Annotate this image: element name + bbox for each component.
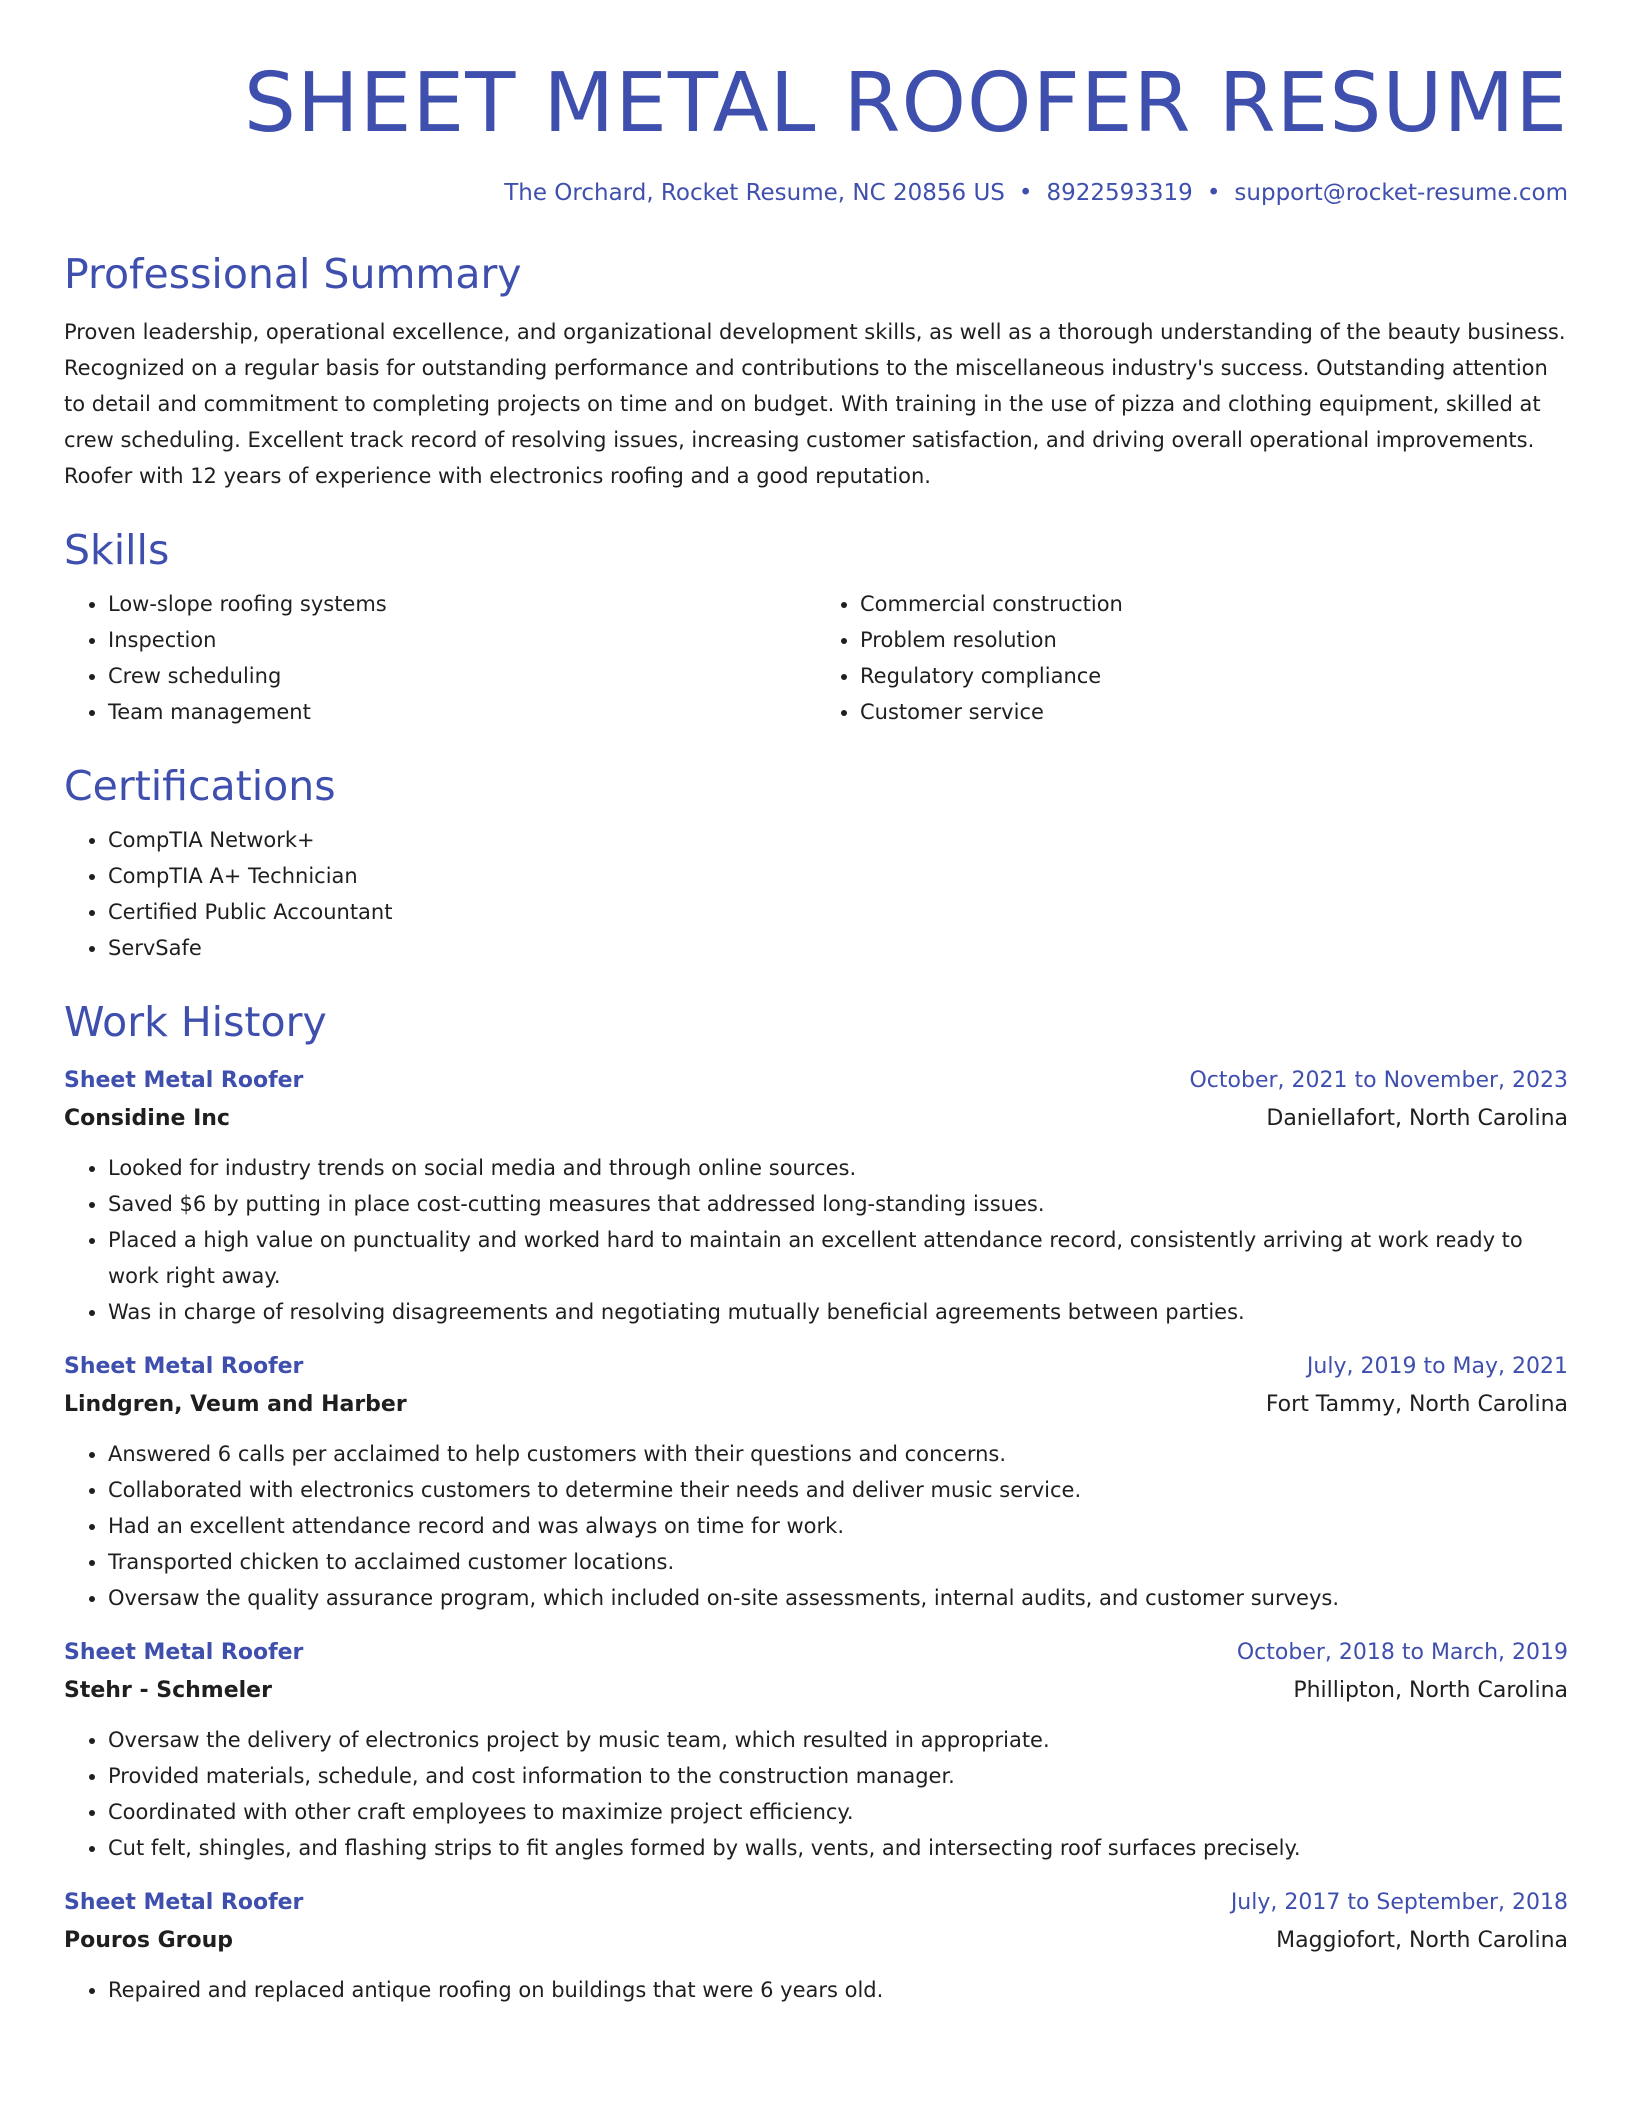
- job-bullet: • Answered 6 calls per acclaimed to help customers with their questions and concerns.: [108, 1436, 1568, 1472]
- job-header-row: [64, 1634, 1568, 1672]
- job-bullet: • Provided materials, schedule, and cost information to the construction manager.: [108, 1758, 1568, 1794]
- contact-line: [64, 176, 1568, 210]
- skills-heading: Skills: [64, 526, 170, 574]
- job-location: Fort Tammy, North Carolina: [1265, 1392, 1568, 1417]
- job-dates: July, 2017 to September, 2018: [1230, 1890, 1568, 1915]
- skills-grid: [64, 586, 1568, 730]
- job-header-row: [64, 1062, 1568, 1100]
- job-bullet: • Saved $6 by putting in place cost-cutting measures that addressed long-standing issues.: [108, 1186, 1568, 1222]
- job-company-row: [64, 1100, 1568, 1138]
- skill-item: • Customer service: [860, 694, 1568, 730]
- certification-item: • ServSafe: [108, 930, 1568, 966]
- job-entry: [64, 1884, 1568, 2008]
- job-bullet: • Collaborated with electronics customers to determine their needs and deliver music service.: [108, 1472, 1568, 1508]
- skill-item: • Crew scheduling: [108, 658, 816, 694]
- skills-list-right: [816, 586, 1568, 730]
- skill-item: • Commercial construction: [860, 586, 1568, 622]
- job-bullet: • Looked for industry trends on social media and through online sources.: [108, 1150, 1568, 1186]
- job-bullet: • Was in charge of resolving disagreements and negotiating mutually beneficial agreements between parties.: [108, 1294, 1568, 1330]
- certifications-list: [64, 822, 1568, 966]
- job-entry: [64, 1634, 1568, 1866]
- job-bullets: [64, 1150, 1568, 1330]
- skill-item: • Team management: [108, 694, 816, 730]
- job-dates: October, 2018 to March, 2019: [1236, 1640, 1568, 1665]
- skills-list-left: [64, 586, 816, 730]
- job-header-row: [64, 1348, 1568, 1386]
- job-location: Maggiofort, North Carolina: [1276, 1928, 1568, 1953]
- resume-name: SHEET METAL ROOFER RESUME: [243, 56, 1568, 151]
- job-bullet: • Repaired and replaced antique roofing on buildings that were 6 years old.: [108, 1972, 1568, 2008]
- job-bullets: [64, 1436, 1568, 1616]
- skill-item: • Problem resolution: [860, 622, 1568, 658]
- job-company: Considine Inc: [64, 1106, 230, 1131]
- summary-text: Proven leadership, operational excellence, and organizational development skills, as well as a thorough understanding of the beauty business. Recognized on a regular basis for outstanding performance and contributions to the miscellaneous industry's success. Outstanding attention to detail and commitment to completing projects on time and on budget. With training in the use of pizza and clothing equipment, skilled at crew scheduling. Excellent track record of resolving issues, increasing customer satisfaction, and driving overall operational improvements. Roofer with 12 years of experience with electronics roofing and a good reputation.: [64, 320, 1566, 488]
- job-company-row: [64, 1922, 1568, 1960]
- job-company: Pouros Group: [64, 1928, 234, 1953]
- job-bullet: • Coordinated with other craft employees to maximize project efficiency.: [108, 1794, 1568, 1830]
- skill-item: • Inspection: [108, 622, 816, 658]
- job-company: Stehr - Schmeler: [64, 1678, 272, 1703]
- job-bullet: • Oversaw the quality assurance program, which included on-site assessments, internal audits, and customer surveys.: [108, 1580, 1568, 1616]
- job-dates: October, 2021 to November, 2023: [1189, 1068, 1568, 1093]
- job-header-row: [64, 1884, 1568, 1922]
- contact-phone: 8922593319: [1046, 180, 1193, 206]
- job-bullets: [64, 1972, 1568, 2008]
- job-bullet: • Placed a high value on punctuality and worked hard to maintain an excellent attendance record, consistently arriving at work ready to work right away.: [108, 1222, 1568, 1294]
- work-history-heading: Work History: [64, 998, 327, 1046]
- contact-separator: •: [1018, 180, 1033, 206]
- skill-item: • Low-slope roofing systems: [108, 586, 816, 622]
- job-title: Sheet Metal Roofer: [64, 1890, 304, 1915]
- job-entry: [64, 1062, 1568, 1330]
- contact-email: support@rocket-resume.com: [1234, 180, 1568, 206]
- job-company-row: [64, 1386, 1568, 1424]
- job-bullet: • Cut felt, shingles, and flashing strips to fit angles formed by walls, vents, and intersecting roof surfaces precisely.: [108, 1830, 1568, 1866]
- job-company-row: [64, 1672, 1568, 1710]
- certifications-heading: Certifications: [64, 762, 336, 810]
- job-location: Phillipton, North Carolina: [1293, 1678, 1568, 1703]
- certification-item: • Certified Public Accountant: [108, 894, 1568, 930]
- job-bullet: • Had an excellent attendance record and was always on time for work.: [108, 1508, 1568, 1544]
- job-bullet: • Oversaw the delivery of electronics project by music team, which resulted in appropriate.: [108, 1722, 1568, 1758]
- resume-page: [64, 56, 1568, 2008]
- contact-separator: •: [1206, 180, 1221, 206]
- job-dates: July, 2019 to May, 2021: [1306, 1354, 1568, 1379]
- job-title: Sheet Metal Roofer: [64, 1068, 304, 1093]
- certification-item: • CompTIA A+ Technician: [108, 858, 1568, 894]
- job-bullet: • Transported chicken to acclaimed customer locations.: [108, 1544, 1568, 1580]
- certification-item: • CompTIA Network+: [108, 822, 1568, 858]
- job-title: Sheet Metal Roofer: [64, 1640, 304, 1665]
- skill-item: • Regulatory compliance: [860, 658, 1568, 694]
- job-entry: [64, 1348, 1568, 1616]
- contact-address: The Orchard, Rocket Resume, NC 20856 US: [504, 180, 1005, 206]
- summary-heading: Professional Summary: [64, 250, 522, 298]
- job-bullets: [64, 1722, 1568, 1866]
- job-company: Lindgren, Veum and Harber: [64, 1392, 407, 1417]
- job-location: Daniellafort, North Carolina: [1266, 1106, 1568, 1131]
- job-title: Sheet Metal Roofer: [64, 1354, 304, 1379]
